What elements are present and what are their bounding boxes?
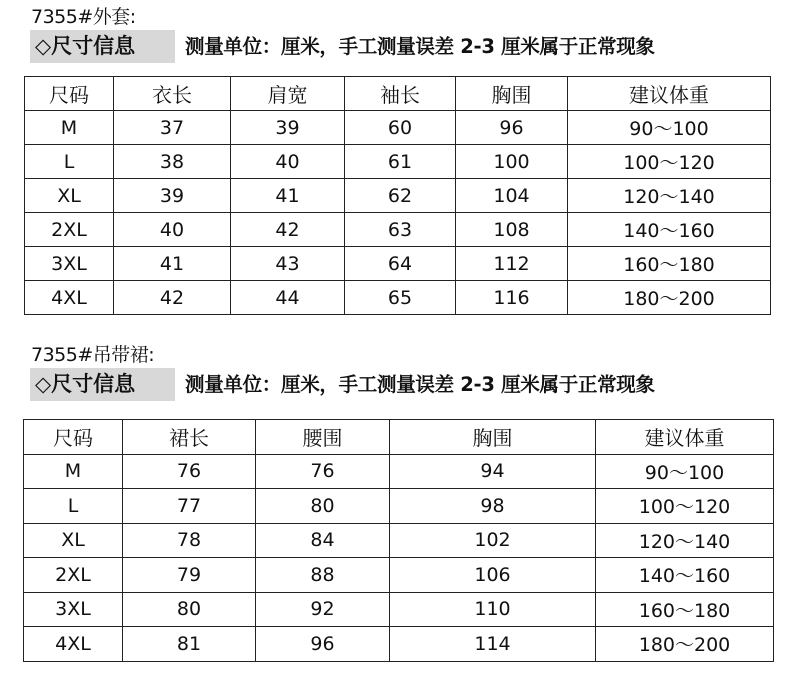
size-label-cell: 2XL xyxy=(24,558,123,593)
measurement-cell: 40 xyxy=(231,145,345,179)
measurement-cell: 102 xyxy=(390,523,596,558)
table-row xyxy=(24,627,774,662)
column-header: 裙长 xyxy=(123,420,256,455)
table-row xyxy=(24,454,774,489)
size-label-cell: M xyxy=(25,111,114,145)
measurement-cell: 100～120 xyxy=(596,489,774,524)
measurement-cell: 61 xyxy=(345,145,456,179)
measurement-cell: 120～140 xyxy=(568,179,771,213)
measurement-cell: 78 xyxy=(123,523,256,558)
measurement-cell: 60 xyxy=(345,111,456,145)
measurement-cell: 180～200 xyxy=(596,627,774,662)
measurement-cell: 140～160 xyxy=(568,213,771,247)
measurement-cell: 81 xyxy=(123,627,256,662)
column-header: 腰围 xyxy=(256,420,390,455)
measurement-cell: 104 xyxy=(456,179,568,213)
column-header: 尺码 xyxy=(24,420,123,455)
measurement-cell: 120～140 xyxy=(596,523,774,558)
measurement-cell: 160～180 xyxy=(596,592,774,627)
column-header: 衣长 xyxy=(114,77,231,111)
measurement-cell: 94 xyxy=(390,454,596,489)
size-label-cell: L xyxy=(24,489,123,524)
measurement-cell: 43 xyxy=(231,247,345,281)
measurement-cell: 116 xyxy=(456,281,568,315)
size-label-cell: XL xyxy=(24,523,123,558)
measurement-cell: 100～120 xyxy=(568,145,771,179)
measurement-cell: 76 xyxy=(123,454,256,489)
size-info-row xyxy=(30,30,790,63)
measurement-cell: 98 xyxy=(390,489,596,524)
column-header: 胸围 xyxy=(456,77,568,111)
measurement-cell: 76 xyxy=(256,454,390,489)
jacket-size-table xyxy=(24,76,771,315)
table-row xyxy=(24,558,774,593)
measurement-cell: 38 xyxy=(114,145,231,179)
measurement-cell: 112 xyxy=(456,247,568,281)
column-header: 尺码 xyxy=(25,77,114,111)
measurement-cell: 106 xyxy=(390,558,596,593)
column-header: 建议体重 xyxy=(596,420,774,455)
size-info-row xyxy=(30,368,790,401)
column-header: 胸围 xyxy=(390,420,596,455)
size-label-cell: M xyxy=(24,454,123,489)
measurement-cell: 41 xyxy=(231,179,345,213)
slip-dress-size-table xyxy=(23,419,774,662)
measurement-cell: 84 xyxy=(256,523,390,558)
measurement-cell: 90～100 xyxy=(568,111,771,145)
table-row xyxy=(25,145,771,179)
table-row xyxy=(25,281,771,315)
size-label-cell: 3XL xyxy=(25,247,114,281)
table-row xyxy=(25,247,771,281)
measurement-cell: 90～100 xyxy=(596,454,774,489)
size-label-cell: XL xyxy=(25,179,114,213)
measurement-cell: 140～160 xyxy=(596,558,774,593)
measurement-cell: 63 xyxy=(345,213,456,247)
table-row xyxy=(24,489,774,524)
section-title: 7355#外套: xyxy=(31,6,136,28)
measurement-cell: 160～180 xyxy=(568,247,771,281)
measurement-cell: 40 xyxy=(114,213,231,247)
measurement-cell: 180～200 xyxy=(568,281,771,315)
measurement-cell: 96 xyxy=(456,111,568,145)
table-row xyxy=(25,179,771,213)
measurement-cell: 100 xyxy=(456,145,568,179)
table-header-row xyxy=(24,420,774,455)
measurement-cell: 62 xyxy=(345,179,456,213)
size-info-tag: ◇尺寸信息 xyxy=(30,368,175,401)
column-header: 肩宽 xyxy=(231,77,345,111)
measurement-cell: 88 xyxy=(256,558,390,593)
size-label-cell: 2XL xyxy=(25,213,114,247)
table-row xyxy=(24,592,774,627)
table-row xyxy=(25,111,771,145)
measurement-cell: 108 xyxy=(456,213,568,247)
measurement-cell: 79 xyxy=(123,558,256,593)
measurement-cell: 77 xyxy=(123,489,256,524)
size-label-cell: 3XL xyxy=(24,592,123,627)
column-header: 建议体重 xyxy=(568,77,771,111)
size-info-tag: ◇尺寸信息 xyxy=(30,30,175,63)
size-label-cell: 4XL xyxy=(24,627,123,662)
section-title: 7355#吊带裙: xyxy=(31,344,155,366)
measurement-cell: 110 xyxy=(390,592,596,627)
measurement-cell: 42 xyxy=(114,281,231,315)
measurement-cell: 39 xyxy=(114,179,231,213)
measurement-note: 测量单位：厘米，手工测量误差 2-3 厘米属于正常现象 xyxy=(185,373,655,396)
table-row xyxy=(25,213,771,247)
measurement-cell: 96 xyxy=(256,627,390,662)
column-header: 袖长 xyxy=(345,77,456,111)
measurement-cell: 114 xyxy=(390,627,596,662)
measurement-note: 测量单位：厘米，手工测量误差 2-3 厘米属于正常现象 xyxy=(185,35,655,58)
table-row xyxy=(24,523,774,558)
measurement-cell: 37 xyxy=(114,111,231,145)
measurement-cell: 80 xyxy=(256,489,390,524)
measurement-cell: 65 xyxy=(345,281,456,315)
measurement-cell: 64 xyxy=(345,247,456,281)
measurement-cell: 41 xyxy=(114,247,231,281)
measurement-cell: 39 xyxy=(231,111,345,145)
table-header-row xyxy=(25,77,771,111)
measurement-cell: 92 xyxy=(256,592,390,627)
measurement-cell: 80 xyxy=(123,592,256,627)
measurement-cell: 42 xyxy=(231,213,345,247)
size-label-cell: L xyxy=(25,145,114,179)
size-label-cell: 4XL xyxy=(25,281,114,315)
measurement-cell: 44 xyxy=(231,281,345,315)
